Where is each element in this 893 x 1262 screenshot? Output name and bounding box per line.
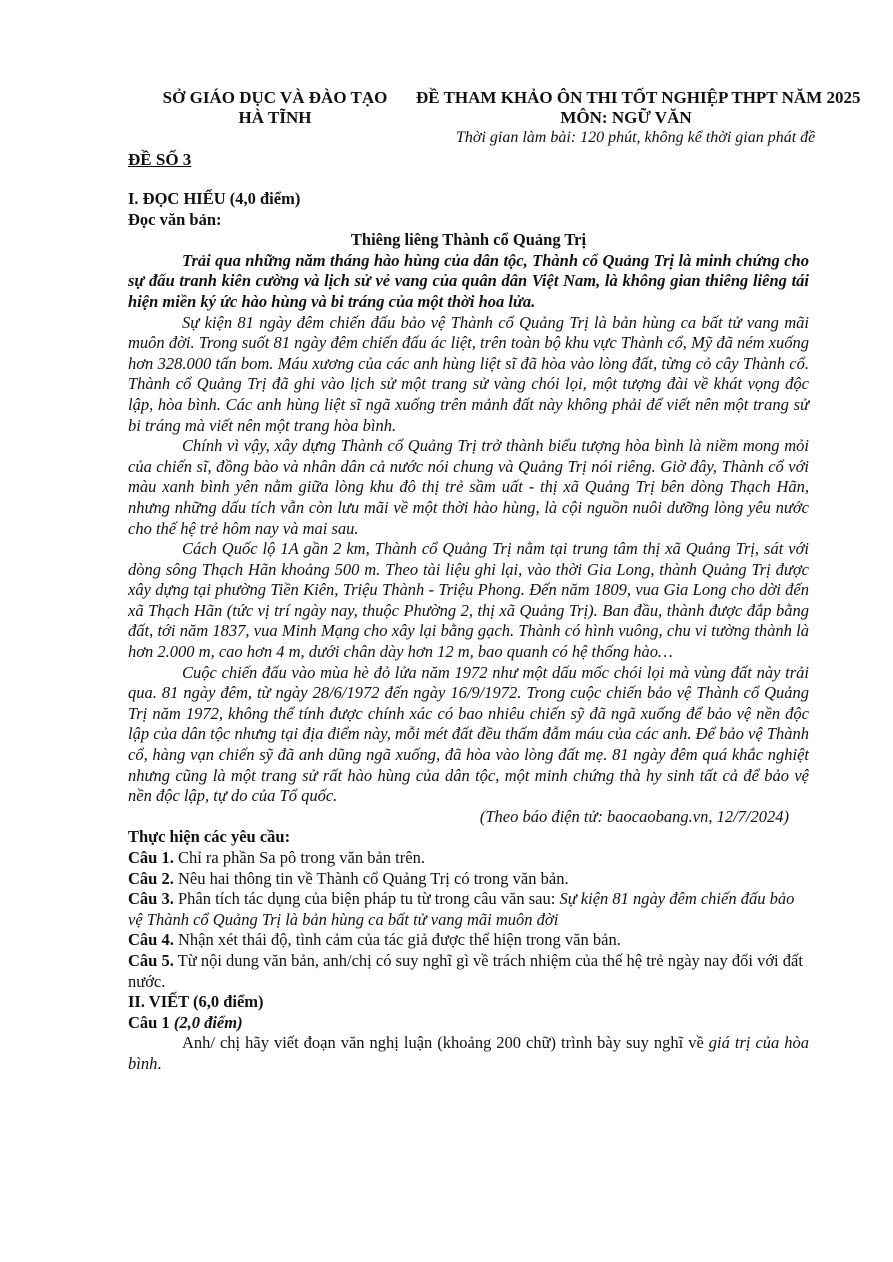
section2-heading: II. VIẾT (6,0 điểm) [128, 992, 264, 1012]
question-label: Câu 5. [128, 950, 174, 970]
question-text: Nhận xét thái độ, tình cảm của tác giả được thể hiện trong văn bản. [173, 930, 621, 950]
text-title: Thiêng liêng Thành cổ Quảng Trị [350, 230, 587, 250]
source-citation: (Theo báo điện tử: baocaobang.vn, 12/7/2024) [479, 806, 789, 826]
exam-body [128, 189, 809, 1075]
writing-question-points: (2,0 điểm) [173, 1012, 243, 1032]
paragraph-2: Chính vì vậy, xây dựng Thành cổ Quảng Trị trở thành biểu tượng hòa bình là niềm mong mỏi của chiến sĩ, đồng bào và nhân dân cả nước nói chung và Quảng Trị nói riêng. Giờ đây, Thành cổ với màu xanh bình yên nằm giữa lòng khu đô thị trẻ sầm uất - thị xã Quảng Trị bên dòng Thạch Hãn, nhưng những dấu tích vẫn còn lưu mãi về một thời hào hùng, là cội nguồn nuôi dưỡng lòng yêu nước cho thế hệ trẻ hôm nay và mai sau. [128, 436, 809, 538]
writing-prompt-end: . [157, 1053, 162, 1073]
question-text: Chỉ ra phần Sa pô trong văn bản trên. [173, 848, 425, 867]
question-5 [128, 951, 809, 992]
exam-title: ĐỀ THAM KHẢO ÔN THI TỐT NGHIỆP THPT NĂM 2025 [416, 88, 861, 107]
question-3 [128, 889, 809, 930]
question-label: Câu 2. [128, 868, 174, 888]
paragraph-1: Sự kiện 81 ngày đêm chiến đấu bảo vệ Thành cổ Quảng Trị là bản hùng ca bất tử vang mãi muôn đời. Trong suốt 81 ngày đêm chiến đấu ác liệt, trên toàn bộ khu vực Thành cổ, Mỹ đã ném xuống hơn 328.000 tấn bom. Máu xương của các anh hùng liệt sĩ đã hòa vào lòng đất, từng cỏ cây Thành cổ. Thành cổ Quảng Trị đã ghi vào lịch sử một trang sử vàng chói lọi, một tượng đài về khát vọng độc lập, hòa bình. Các anh hùng liệt sĩ ngã xuống trên mảnh đất này không phải để viết nên một trang sử bi tráng mà viết nên một trang hòa bình. [128, 312, 809, 435]
writing-question-1-text [128, 1033, 809, 1074]
writing-question-label: Câu 1 [128, 1012, 174, 1032]
sapo: Trải qua những năm tháng hào hùng của dân tộc, Thành cổ Quảng Trị là minh chứng cho sự đấu tranh kiên cường và lịch sử vẻ vang của quân dân Việt Nam, là không gian thiêng liêng tái hiện miền ký ức hào hùng và bi tráng của một thời hoa lửa. [128, 250, 809, 311]
question-2 [128, 869, 809, 890]
question-text: Nêu hai thông tin về Thành cổ Quảng Trị có trong văn bản. [173, 868, 569, 888]
section1-heading: I. ĐỌC HIỂU (4,0 điểm) [128, 189, 301, 208]
tasks-label: Thực hiện các yêu cầu: [128, 827, 291, 847]
read-label: Đọc văn bản: [128, 209, 222, 229]
province-name: HÀ TĨNH [238, 108, 312, 127]
department-name: SỞ GIÁO DỤC VÀ ĐÀO TẠO [162, 88, 388, 107]
question-label: Câu 3. [128, 889, 174, 909]
question-label: Câu 1. [128, 848, 174, 867]
paragraph-3: Cách Quốc lộ 1A gần 2 km, Thành cổ Quảng Trị nằm tại trung tâm thị xã Quảng Trị, sát với dòng sông Thạch Hãn khoảng 500 m. Theo tài liệu ghi lại, vào thời Gia Long, thành Quảng Trị được xây dựng tại phường Tiền Kiên, Triệu Thành - Triệu Phong. Đến năm 1809, vua Gia Long cho dời đến xã Thạch Hãn (tức vị trí ngày nay, thuộc Phường 2, thị xã Quảng Trị). Ban đầu, thành được đắp bằng đất, tới năm 1837, vua Minh Mạng cho xây lại bằng gạch. Thành có hình vuông, chu vi tường thành là hơn 2.000 m, cao hơn 4 m, dưới chân dày hơn 12 m, bao quanh có hệ thống hào… [128, 539, 809, 662]
writing-question-1-header [128, 1013, 809, 1034]
question-label: Câu 4. [128, 930, 174, 950]
question-text: Phân tích tác dụng của biện pháp tu từ trong câu văn sau: [173, 889, 560, 909]
writing-topic: giá trị của hòa bình [128, 1033, 810, 1073]
time-limit: Thời gian làm bài: 120 phút, không kể thời gian phát đề [456, 129, 816, 146]
department-header [150, 88, 400, 128]
writing-prompt: Anh/ chị hãy viết đoạn văn nghị luận (khoảng 200 chữ) trình bày suy nghĩ về [182, 1033, 709, 1053]
exam-number: ĐỀ SỐ 3 [128, 150, 192, 169]
question-quote: Sự kiện 81 ngày đêm chiến đấu bảo vệ Thành cổ Quảng Trị là bản hùng ca bất tử vang mãi muôn đời [128, 889, 795, 929]
subject: MÔN: NGỮ VĂN [560, 108, 692, 127]
question-1 [128, 848, 809, 869]
paragraph-4: Cuộc chiến đấu vào mùa hè đỏ lửa năm 1972 như một dấu mốc chói lọi mà vùng đất này trải qua. 81 ngày đêm, từ ngày 28/6/1972 đến ngày 16/9/1972. Trong cuộc chiến bảo vệ Thành cổ Quảng Trị năm 1972, không thể tính được chính xác có bao nhiêu chiến sỹ đã ngã xuống để bảo vệ nền độc lập của dân tộc nhưng tại địa điểm này, mỗi mét đất đều thấm đẫm máu của các anh. Để bảo vệ Thành cổ, hàng vạn chiến sỹ đã anh dũng ngã xuống, đã hòa vào lòng đất mẹ. 81 ngày đêm quá khắc nghiệt nhưng cũng là một trang sử rất hào hùng của dân tộc, một minh chứng thà hy sinh tất cả để bảo vệ nền độc lập, tự do của Tổ quốc. [128, 662, 809, 806]
exam-header [416, 88, 893, 148]
question-text: Từ nội dung văn bản, anh/chị có suy nghĩ gì về trách nhiệm của thế hệ trẻ ngày nay đối với đất nước. [128, 950, 803, 991]
question-4 [128, 930, 809, 951]
